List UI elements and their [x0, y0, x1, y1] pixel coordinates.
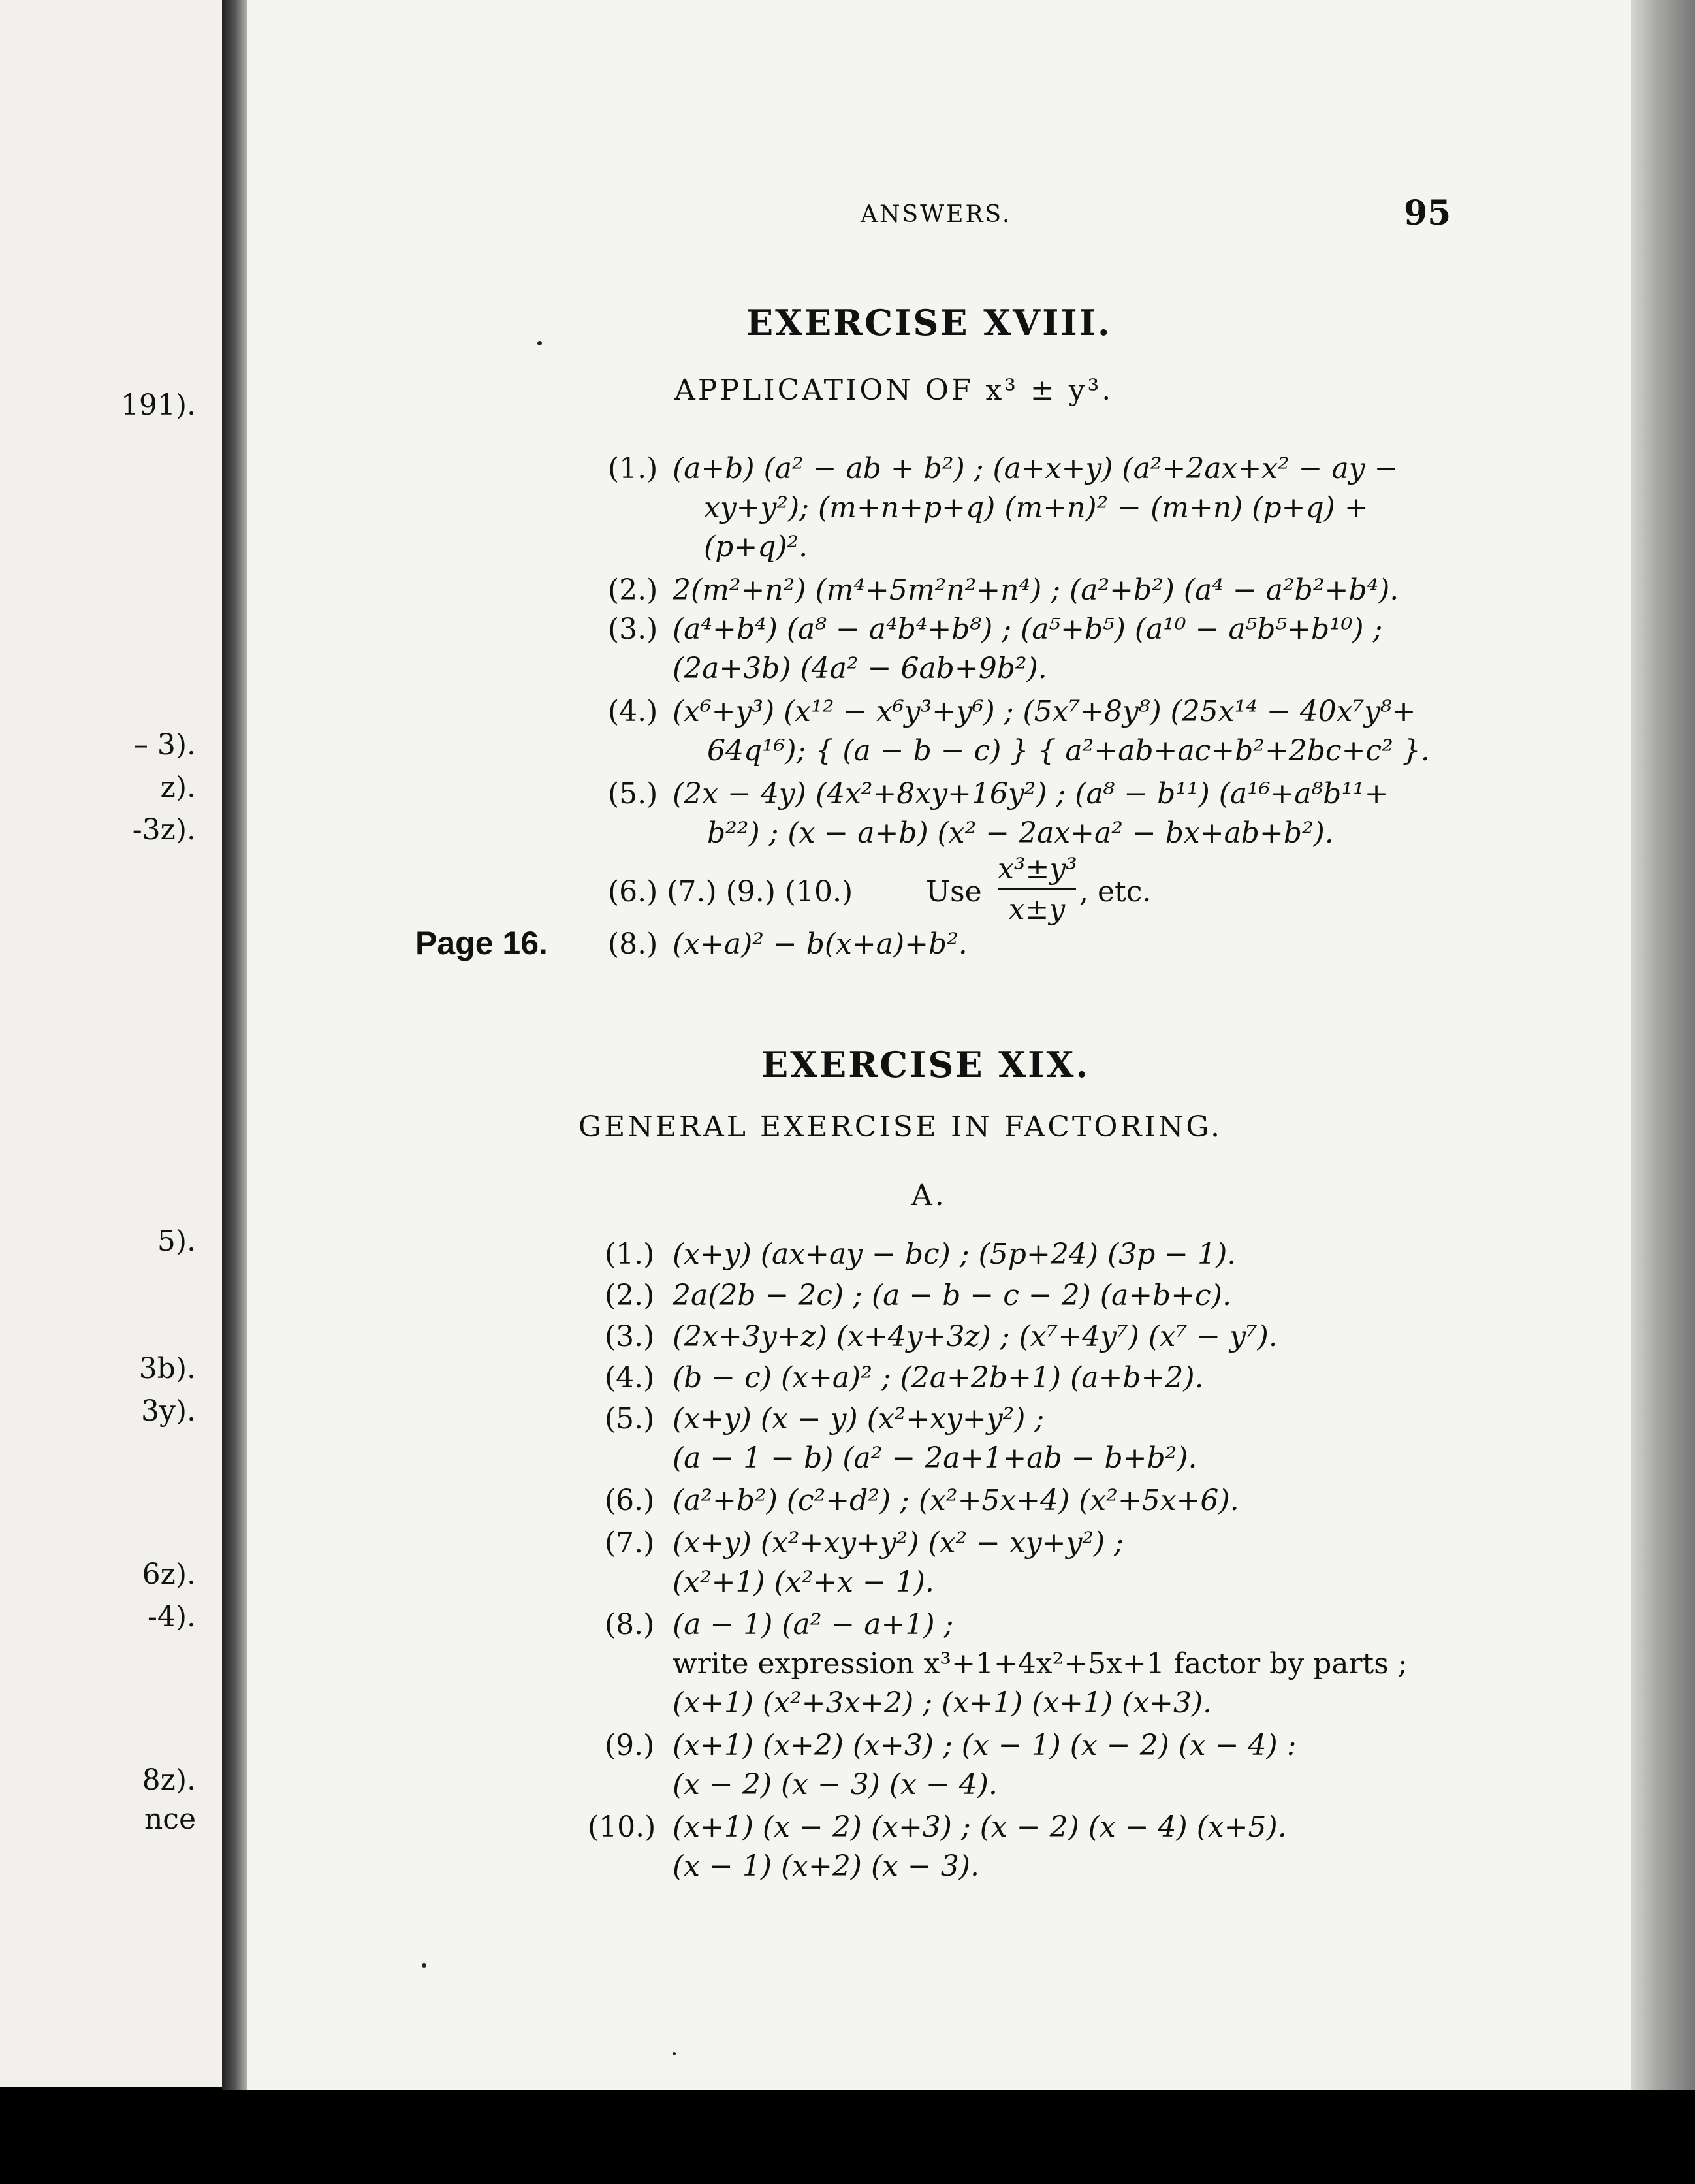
answer-number: (10.) [588, 1810, 656, 1844]
answer-numbers: (6.) (7.) (9.) (10.) [608, 875, 853, 908]
answer-line: (a²+b²) (c²+d²) ; (x²+5x+4) (x²+5x+6). [673, 1484, 1239, 1517]
answer-line: xy+y²); (m+n+p+q) (m+n)² − (m+n) (p+q) + [704, 491, 1369, 524]
answer-line: (x+1) (x+2) (x+3) ; (x − 1) (x − 2) (x − 4) : [673, 1729, 1297, 1762]
print-speck [673, 2052, 676, 2055]
left-fragment: – 3). [133, 728, 196, 762]
answer-line: (x²+1) (x²+x − 1). [673, 1566, 934, 1599]
answer-line: (x+y) (x − y) (x²+xy+y²) ; [673, 1402, 1045, 1436]
answer-line: (2a+3b) (4a² − 6ab+9b²). [673, 652, 1047, 685]
page-reference-label: Page 16. [415, 925, 548, 961]
page-edge-shadow [1631, 0, 1695, 2090]
answer-number: (2.) [608, 573, 658, 607]
answer-line: 2a(2b − 2c) ; (a − b − c − 2) (a+b+c). [673, 1279, 1231, 1312]
left-fragment: 191). [120, 389, 196, 422]
fraction-numerator: x³±y³ [998, 852, 1077, 886]
answer-number: (8.) [605, 1608, 655, 1641]
exercise-18-title: EXERCISE XVIII. [746, 302, 1112, 344]
answer-number: (4.) [605, 1361, 655, 1394]
answer-line: (p+q)². [704, 530, 808, 564]
answer-line: (x⁶+y³) (x¹² − x⁶y³+y⁶) ; (5x⁷+8y⁸) (25x¹⁴ − 40x⁷y⁸+ [673, 695, 1416, 728]
fraction-denominator: x±y [1008, 893, 1066, 926]
exercise-19-subtitle: GENERAL EXERCISE IN FACTORING. [578, 1110, 1222, 1144]
fraction [998, 852, 1076, 926]
answer-number: (3.) [608, 613, 658, 646]
print-speck [537, 341, 542, 345]
answer-line: b²²) ; (x − a+b) (x² − 2ax+a² − bx+ab+b²). [707, 816, 1334, 850]
answer-line: (a⁴+b⁴) (a⁸ − a⁴b⁴+b⁸) ; (a⁵+b⁵) (a¹⁰ − a⁵b⁵+b¹⁰) ; [673, 613, 1383, 646]
left-fragment: -3z). [132, 813, 196, 846]
answer-number: (1.) [608, 452, 658, 485]
page-number: 95 [1404, 193, 1451, 233]
answer-number: (2.) [605, 1279, 655, 1312]
exercise-18-subtitle: APPLICATION OF x³ ± y³. [674, 374, 1114, 407]
left-fragment: 5). [157, 1225, 196, 1258]
answer-line: (2x+3y+z) (x+4y+3z) ; (x⁷+4y⁷) (x⁷ − y⁷). [673, 1320, 1278, 1353]
section-heading: A. [911, 1179, 947, 1212]
running-title: ANSWERS. [861, 201, 1012, 228]
answer-number: (3.) [605, 1320, 655, 1353]
answer-line: (x − 2) (x − 3) (x − 4). [673, 1768, 998, 1801]
fraction-bar [998, 888, 1076, 890]
answer-number: (9.) [605, 1729, 655, 1762]
answer-line: write expression x³+1+4x²+5x+1 factor by parts ; [673, 1647, 1408, 1680]
print-speck [422, 1963, 426, 1968]
answer-line: 64q¹⁶); { (a − b − c) } { a²+ab+ac+b²+2bc+c² }. [707, 734, 1430, 767]
answer-line: 2(m²+n²) (m⁴+5m²n²+n⁴) ; (a²+b²) (a⁴ − a²b²+b⁴). [673, 573, 1399, 607]
answer-line: (x+1) (x²+3x+2) ; (x+1) (x+1) (x+3). [673, 1686, 1212, 1720]
answer-line: (b − c) (x+a)² ; (2a+2b+1) (a+b+2). [673, 1361, 1204, 1394]
use-word: Use [926, 875, 982, 908]
answer-number: (7.) [605, 1526, 655, 1560]
answer-line: (a+b) (a² − ab + b²) ; (a+x+y) (a²+2ax+x² − ay − [673, 452, 1399, 485]
answer-line: (x+a)² − b(x+a)+b². [673, 927, 968, 961]
left-page [0, 0, 222, 2087]
answer-line: (x+y) (ax+ay − bc) ; (5p+24) (3p − 1). [673, 1238, 1237, 1271]
answer-line: (a − 1 − b) (a² − 2a+1+ab − b+b²). [673, 1441, 1197, 1475]
answer-line: (a − 1) (a² − a+1) ; [673, 1608, 954, 1641]
answer-number: (1.) [605, 1238, 655, 1271]
answer-line: (x+1) (x − 2) (x+3) ; (x − 2) (x − 4) (x+5). [673, 1810, 1287, 1844]
left-fragment: z). [160, 771, 196, 804]
left-fragment: -4). [147, 1600, 196, 1633]
answer-number: (5.) [605, 1402, 655, 1436]
left-fragment: 3b). [138, 1352, 196, 1385]
left-fragment: 6z). [142, 1558, 196, 1591]
left-fragment: 3y). [140, 1394, 196, 1428]
answer-number: (6.) [605, 1484, 655, 1517]
exercise-19-title: EXERCISE XIX. [761, 1044, 1090, 1085]
answer-line: (x − 1) (x+2) (x − 3). [673, 1850, 979, 1883]
answer-number: (8.) [608, 927, 658, 961]
answer-line: (x+y) (x²+xy+y²) (x² − xy+y²) ; [673, 1526, 1124, 1560]
main-page [247, 0, 1631, 2090]
answer-line: (2x − 4y) (4x²+8xy+16y²) ; (a⁸ − b¹¹) (a¹⁶+a⁸b¹¹+ [673, 777, 1389, 811]
book-gutter [222, 0, 248, 2090]
answer-number: (5.) [608, 777, 658, 811]
answer-number: (4.) [608, 695, 658, 728]
left-fragment: nce [144, 1803, 196, 1836]
use-suffix: , etc. [1079, 875, 1152, 908]
left-fragment: 8z). [142, 1763, 196, 1797]
